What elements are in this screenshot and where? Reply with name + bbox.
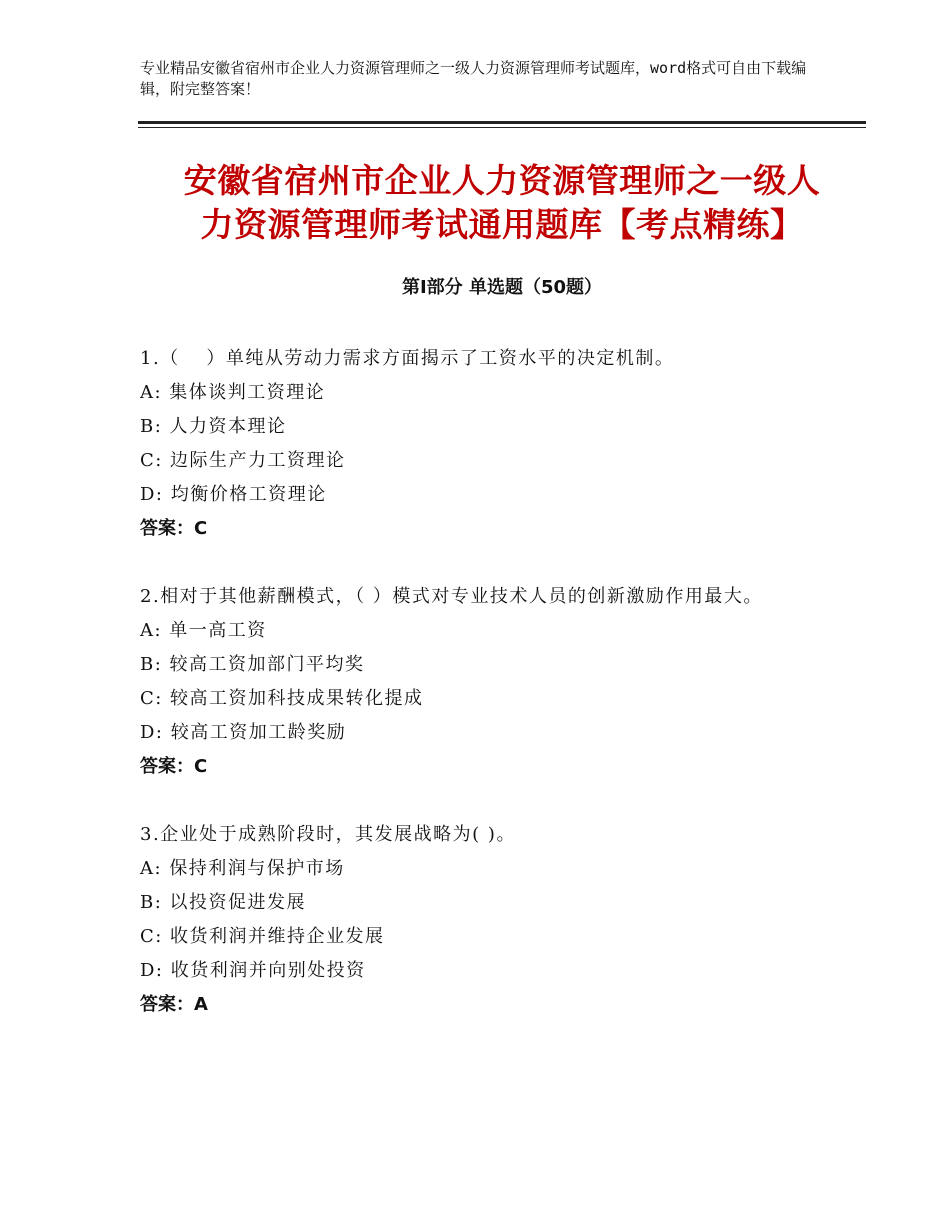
question-2 [140, 580, 815, 784]
option-d: D: 收货利润并向别处投资 [140, 960, 366, 981]
option-a: A: 单一高工资 [140, 620, 267, 641]
answer: 答案：A [140, 994, 208, 1015]
question-stem: 1.（ ）单纯从劳动力需求方面揭示了工资水平的决定机制。 [140, 348, 675, 369]
document-title [138, 159, 866, 247]
document-title-line-2: 力资源管理师考试通用题库【考点精练】 [200, 205, 804, 244]
question-3 [140, 818, 815, 1022]
document-title-line-1: 安徽省宿州市企业人力资源管理师之一级人 [183, 161, 821, 200]
option-c: C: 收货利润并维持企业发展 [140, 926, 385, 947]
question-stem: 2.相对于其他薪酬模式，（ ）模式对专业技术人员的创新激励作用最大。 [140, 586, 763, 607]
option-c: C: 边际生产力工资理论 [140, 450, 346, 471]
question-1 [140, 342, 815, 546]
answer: 答案：C [140, 756, 208, 777]
answer: 答案：C [140, 518, 208, 539]
option-b: B: 以投资促进发展 [140, 892, 307, 913]
header-note: 专业精品安徽省宿州市企业人力资源管理师之一级人力资源管理师考试题库，word格式可自由下载编辑，附完整答案！ [140, 59, 807, 98]
section-title: 第Ⅰ部分 单选题（50题） [401, 277, 602, 298]
option-c: C: 较高工资加科技成果转化提成 [140, 688, 424, 709]
option-d: D: 均衡价格工资理论 [140, 484, 327, 505]
question-stem: 3.企业处于成熟阶段时，其发展战略为( )。 [140, 824, 516, 845]
option-a: A: 集体谈判工资理论 [140, 382, 326, 403]
option-b: B: 较高工资加部门平均奖 [140, 654, 365, 675]
header-rule-thin [138, 127, 866, 128]
option-b: B: 人力资本理论 [140, 416, 287, 437]
option-a: A: 保持利润与保护市场 [140, 858, 345, 879]
question-list [140, 342, 815, 1056]
option-d: D: 较高工资加工龄奖励 [140, 722, 347, 743]
header-rule-thick [138, 121, 866, 124]
